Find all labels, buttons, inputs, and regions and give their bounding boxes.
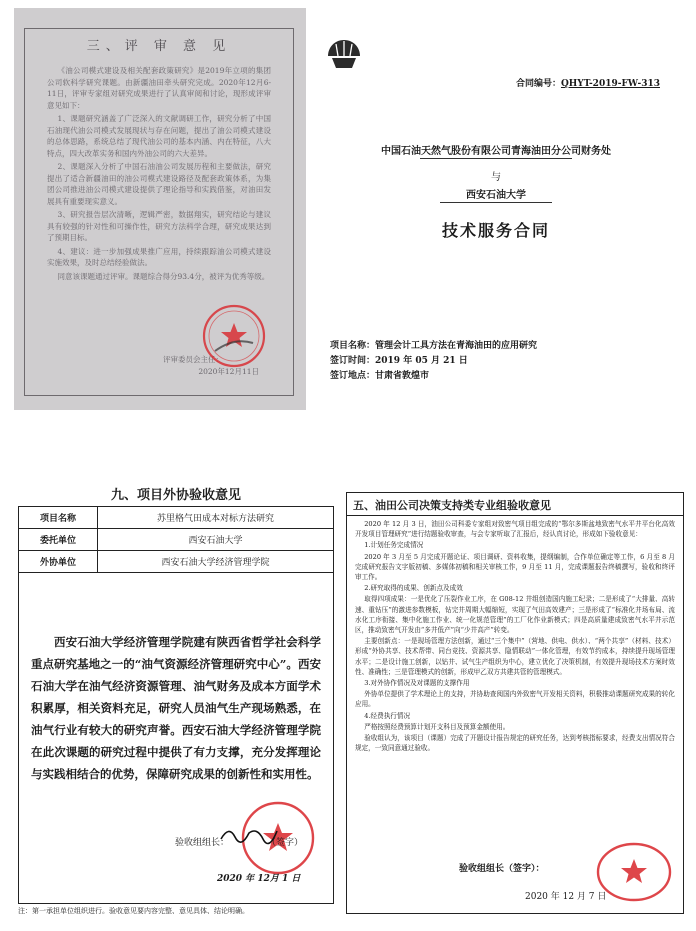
divider [420,158,572,159]
committee-paragraph: 3.对外协作情况及对课题的支撑作用 [364,679,470,688]
signature-suffix: （签字） [267,838,304,848]
project-name [330,338,537,351]
divider [440,202,552,203]
divider [347,515,683,516]
signed-place-value: 甘肃省敦煌市 [375,371,430,381]
committee-paragraph: 主要创新点：一是现场管理方法创新，通过“三个集中”（营地、供电、供水）、“两个共享”（材料、技术）形成“外协共享、技术帮带、同台竞技、资源共享、隐情联动”一体化管理，有效节约成本，持续提升现场管理水平；二是设计施工创新，以钻井、试气生产组织为中心，建立优化了决策机制，有效提升现场技术方案时效性、准确性；三是管理模式的创新，形成甲乙双方共建共管的管理模式。 [355,637,675,676]
table-value: 苏里格气田成本对标方法研究 [98,507,334,529]
committee-content [355,519,675,754]
contract-number [516,76,660,89]
table-value: 西安石油大学 [98,529,334,551]
committee-heading: 五、油田公司决策支持类专业组验收意见 [353,499,551,512]
signed-time-label: 签订时间： [330,356,376,366]
review-page-photo [14,8,306,410]
contract-title: 技术服务合同 [441,221,550,240]
table-key: 项目名称 [19,507,98,529]
signed-place-label: 签订地点： [330,371,376,381]
review-paragraph: 同意该课题通过评审。课题综合得分93.4分，被评为优秀等级。 [57,271,270,281]
review-paragraph: 《油公司模式建设及相关配套政策研究》是2019年立项的集团公司软科学研究课题。由新疆油田牵头研究完成。2020年12月6-11日，评审专家组对研究成果进行了认真审阅和讨论，现形成评审意见如下： [47,66,271,110]
external-acceptance-form [18,484,334,914]
external-heading: 九、项目外协验收意见 [110,488,241,503]
committee-paragraph: 2020 年 3 月至 5 月完成开题论证、项目调研、资料收集，提纲编制，合作单位确定等工作，6 月至 8 月完成研究报告文字版初稿、多媒体初稿和相关审核工作，9 月至 11 月，完成课题报告终稿撰写，验收和终评审工作。 [355,552,675,582]
committee-paragraph: 4.经费执行情况 [364,711,411,720]
red-seal-icon [595,841,673,903]
review-date: 2020年12月11日 [198,367,259,376]
committee-paragraph: 严格按照经费预算计划开支科目及预算金额使用。 [364,722,510,731]
review-paragraph: 4、建议：进一步加强成果推广应用，持续跟踪油公司模式建设实施效果，及时总结经验做法。 [47,246,271,267]
table-row [19,529,334,551]
project-name-label: 项目名称： [330,341,376,351]
signed-time-value: 2019 年 05 月 21 日 [375,356,468,366]
contract-number-label: 合同编号： [515,79,561,89]
contract-number-value: QHYT-2019-FW-313 [560,79,660,89]
review-paragraph: 3、研究报告层次清晰，逻辑严密，数据翔实，研究结论与建议具有较强的针对性和可操作性，研究方法科学合理，研究成果达到了预期目标。 [47,210,271,242]
committee-paragraph: 外协单位提供了学术理论上的支持，并协助查阅国内外致密气开发相关资料，积极推动课题研究成果的转化应用。 [355,690,675,709]
info-table [18,506,334,573]
table-row [19,551,334,573]
signed-place [330,368,429,381]
review-paragraph: 1、课题研究涵盖了广泛深入的文献调研工作，研究分析了中国石油现代油公司模式发展现状与存在问题，提出了油公司模式建设的总体思路，系统总结了现代油公司的基本内涵、内在特征，八大特点，四大改革实务和国内外油公司的六大差异。 [47,114,271,158]
company-logo-icon [324,36,364,72]
table-row [19,507,334,529]
committee-paragraph: 1.计划任务完成情况 [364,541,424,550]
red-seal-icon [201,303,267,369]
review-title: 三、评 审 意 见 [86,39,232,54]
committee-date: 2020 年 12 月 7 日 [525,892,607,902]
review-sign: 评审委员会主任： [163,355,223,364]
committee-signature-label: 验收组组长（签字）： [459,864,545,874]
review-paragraph: 2、课题深入分析了中国石油油公司发展历程和主要做法，研究提出了适合新疆油田的油公司模式建设路径及配套政策体系，为集团公司推进油公司模式建设提供了理论指导和实践借鉴，对油田发展具有重要现实意义。 [47,162,271,206]
project-name-value: 管理会计工具方法在青海油田的应用研究 [375,341,538,351]
signed-time [330,353,468,366]
review-frame [24,28,294,396]
committee-paragraph: 验收组认为，该项目（课题）完成了开题设计报告规定的研究任务，达到考核指标要求，经费支出情况符合规定，一致同意通过验收。 [355,734,675,753]
opinion-box [18,572,334,904]
signature-date: 2020 年 12月 1 日 [217,874,301,884]
committee-paragraph: 取得四项成果：一是优化了压裂作业工序，在 G08-12 井组创造国内施工纪录；二是形成了“大排量、高转速、重钻压”的激进参数模板，钻完井周期大幅缩短，实现了气田高效建产；三是形成了“标准化井场布局、流水化工序衔接、集中化施工作业、统一化规范管理”的工厂化作业新模式；四是高质量建成致密气水平井示范区，推动致密气开发由“多井低产”向“少井高产”转变。 [355,595,675,635]
opinion-text: 西安石油大学经济管理学院建有陕西省哲学社会科学重点研究基地之一的“油气资源经济管理研究中心”。西安石油大学在油气经济资源管理、油气财务及成本方面学术积累厚，相关资料充足，研究人员油气生产现场熟悉，在油气行业有较大的研究声誉。西安石油大学经济管理学院在此次课题的研究过程中提供了有力支撑，充分发挥理论与实践相结合的优势，保障研究成果的创新性和实用性。 [31,635,321,781]
party-a: 中国石油天然气股份有限公司青海油田分公司财务处 [381,146,611,157]
committee-paragraph: 2020 年 12 月 3 日，油田公司科委专家组对致密气项目组完成的“鄂尔多斯盆地致密气水平井平台化高效开发项目管理研究”进行结题验收审查，与会专家听取了汇报后，经认真讨论，形成如下验收意见： [355,520,675,539]
party-conjunction: 与 [491,172,501,183]
table-value: 西安石油大学经济管理学院 [98,551,334,573]
party-b: 西安石油大学 [466,190,526,201]
footnote: 注：第一承担单位组织进行。验收意见要内容完整、意见具体、结论明确。 [18,907,249,914]
committee-acceptance-form [346,492,684,914]
signature-label: 验收组组长： [175,838,230,848]
committee-paragraph: 2.研究取得的成果、创新点及成效 [364,584,463,593]
table-key: 委托单位 [19,529,98,551]
review-body [47,65,271,284]
contract-cover [310,8,682,410]
table-key: 外协单位 [19,551,98,573]
